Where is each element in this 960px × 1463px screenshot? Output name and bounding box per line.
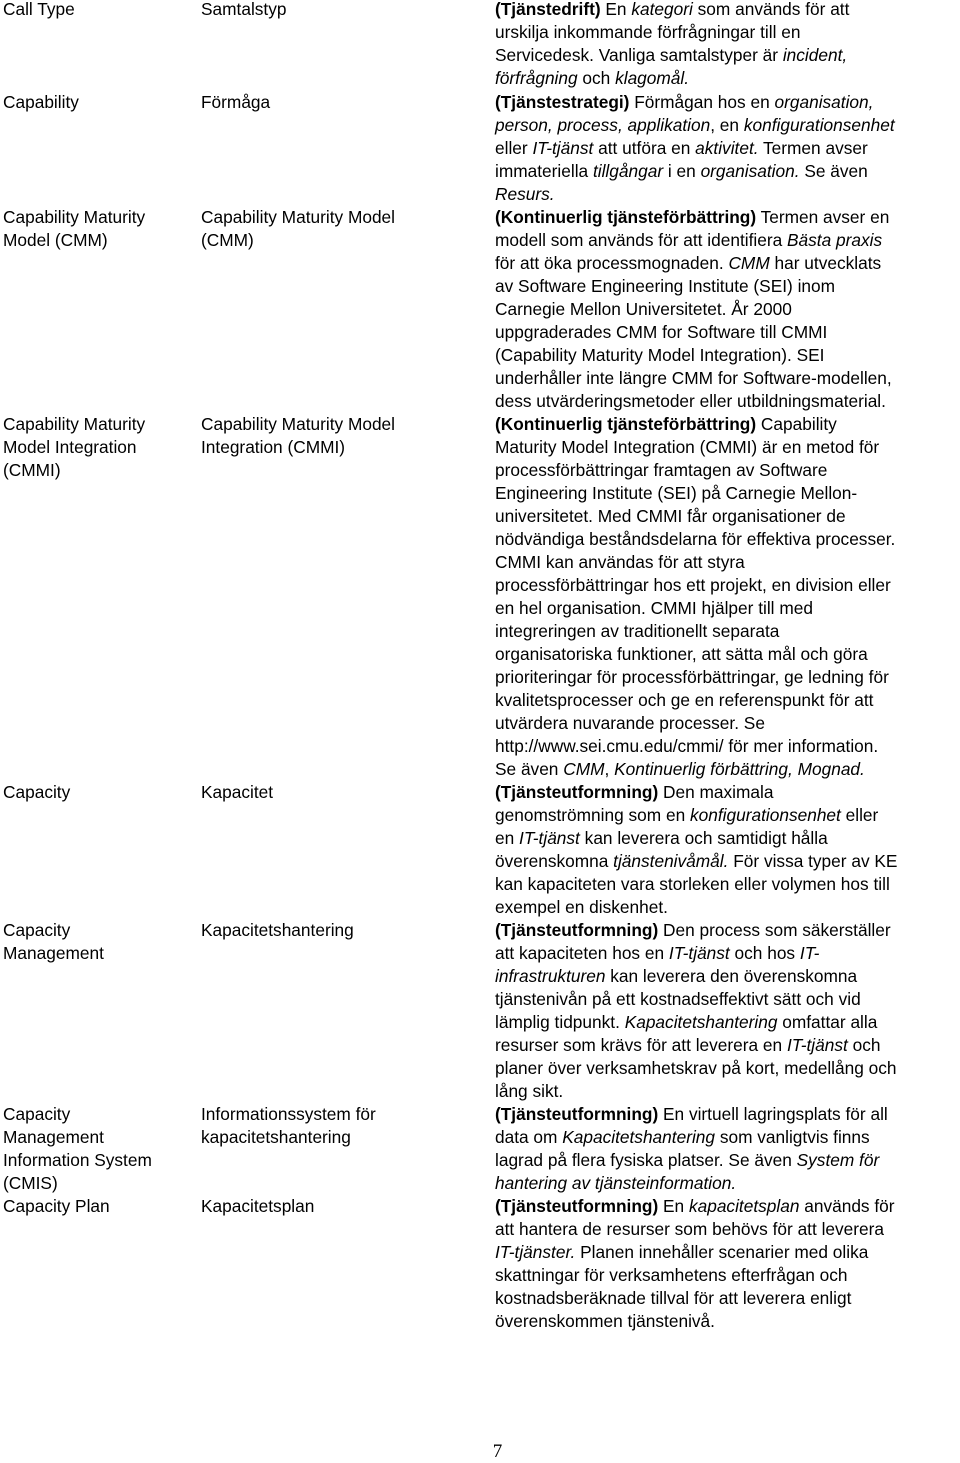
definition-text: lämplig tidpunkt. (495, 1012, 625, 1032)
glossary-term-ref: CMM (728, 253, 770, 273)
definition-line (495, 528, 895, 551)
glossary-term-ref: konfigurationsenhet (743, 115, 895, 135)
definition-text: Den maximala (658, 782, 774, 802)
definition-line (495, 1103, 888, 1126)
process-area-label: (Kontinuerlig tjänsteförbättring) (495, 414, 757, 434)
term-definition (495, 413, 895, 781)
definition-line (495, 367, 892, 390)
definition-line (495, 229, 892, 252)
definition-line (495, 505, 895, 528)
definition-line (495, 827, 897, 850)
glossary-term-ref: incident, (782, 45, 848, 65)
definition-line (495, 390, 892, 413)
term-line: Förmåga (201, 92, 271, 112)
definition-text: kan leverera den överenskomna (605, 966, 858, 986)
term-line: Integration (CMMI) (201, 437, 346, 457)
page-number: 7 (492, 1441, 503, 1462)
definition-text: , en (710, 115, 744, 135)
definition-text: som vanligtvis finns (715, 1127, 870, 1147)
definition-line (495, 44, 849, 67)
definition-line (495, 1057, 897, 1080)
definition-line (495, 597, 895, 620)
definition-text: immateriella (495, 161, 593, 181)
term-definition (495, 1195, 895, 1333)
definition-text: modell som används för att identifiera (495, 230, 788, 250)
term-swedish (201, 781, 273, 804)
definition-line (495, 781, 897, 804)
term-line: Capability Maturity (3, 207, 146, 227)
definition-text: att kapaciteten hos en (495, 943, 669, 963)
glossary-term-ref: hantering av tjänsteinformation. (495, 1173, 737, 1193)
definition-text: organisatoriska funktioner, att sätta mål och göra (495, 644, 868, 664)
term-english (3, 781, 70, 804)
term-line: kapacitetshantering (201, 1127, 351, 1147)
glossary-term-ref: IT-tjänster. (495, 1242, 576, 1262)
term-line: Information System (3, 1150, 152, 1170)
definition-text: att utföra en (593, 138, 696, 158)
glossary-term-ref: tillgångar (592, 161, 664, 181)
term-line: (CMIS) (3, 1173, 58, 1193)
definition-line (495, 275, 892, 298)
definition-text: används för (799, 1196, 895, 1216)
definition-text: Carnegie Mellon Universitetet. År 2000 (495, 299, 792, 319)
glossary-entry (0, 91, 960, 204)
definition-line (495, 298, 892, 321)
term-line: Informationssystem för (201, 1104, 376, 1124)
term-definition (495, 919, 897, 1103)
definition-line (495, 942, 897, 965)
definition-text: underhåller inte längre CMM for Software-modellen, (495, 368, 892, 388)
definition-text: Förmågan hos en (629, 92, 775, 112)
term-english (3, 1195, 110, 1218)
definition-line (495, 21, 849, 44)
definition-text: av Software Engineering Institute (SEI) inom (495, 276, 836, 296)
definition-line (495, 689, 895, 712)
glossary-term-ref: IT- (799, 943, 820, 963)
process-area-label: (Tjänsteutformning) (495, 782, 659, 802)
definition-text: kan leverera och samtidigt hålla (579, 828, 828, 848)
definition-text: uppgraderades CMM for Software till CMMI (495, 322, 828, 342)
term-english (3, 1103, 152, 1195)
definition-text: Planen innehåller scenarier med olika (575, 1242, 869, 1262)
glossary-term-ref: infrastrukturen (495, 966, 606, 986)
glossary-term-ref: organisation. (700, 161, 800, 181)
glossary-entry (0, 1195, 960, 1331)
glossary-term-ref: konfigurationsenhet (690, 805, 841, 825)
definition-text: i en (663, 161, 701, 181)
definition-text: en (495, 828, 520, 848)
definition-text: skattningar för verksamhetens efterfrågan och (495, 1265, 848, 1285)
definition-line (495, 252, 892, 275)
term-line: Capacity Plan (3, 1196, 110, 1216)
term-english (3, 0, 75, 21)
definition-text: Se även (495, 759, 564, 779)
definition-text: överenskomna (495, 851, 614, 871)
definition-text: resurser som krävs för att leverera en (495, 1035, 787, 1055)
term-swedish (201, 413, 395, 459)
definition-text: eller (495, 138, 533, 158)
definition-line (495, 574, 895, 597)
term-english (3, 91, 79, 114)
process-area-label: (Tjänsteutformning) (495, 1104, 659, 1124)
definition-line (495, 160, 895, 183)
definition-line (495, 919, 897, 942)
glossary-term-ref: Kapacitetshantering (624, 1012, 778, 1032)
definition-text: http://www.sei.cmu.edu/cmmi/ för mer information. (495, 736, 879, 756)
definition-line (495, 183, 895, 206)
glossary-term-ref: CMM (563, 759, 605, 779)
term-line: Call Type (3, 0, 75, 19)
definition-text: , (604, 759, 615, 779)
term-definition (495, 1103, 888, 1195)
term-line: Capability (3, 92, 79, 112)
definition-text: data om (495, 1127, 563, 1147)
definition-line (495, 1218, 895, 1241)
definition-text: integreringen av traditionellt separata (495, 621, 780, 641)
definition-line (495, 873, 897, 896)
definition-text: och hos (729, 943, 800, 963)
definition-text: Servicedesk. Vanliga samtalstyper är (495, 45, 783, 65)
term-swedish (201, 206, 395, 252)
glossary-term-ref: organisation, (774, 92, 874, 112)
definition-line (495, 643, 895, 666)
definition-line (495, 413, 895, 436)
definition-text: kostnadsberäknade tillval för att leverera enligt (495, 1288, 852, 1308)
definition-text: Den process som säkerställer (658, 920, 891, 940)
definition-text: utvärdera nuvarande processer. Se (495, 713, 765, 733)
definition-line (495, 459, 895, 482)
glossary-entry (0, 206, 960, 411)
definition-text: planer över verksamhetskrav på kort, medellång och (495, 1058, 897, 1078)
definition-text: Capability (756, 414, 837, 434)
glossary-term-ref: tjänstenivåmål. (613, 851, 729, 871)
definition-text: nödvändiga beståndsdelarna för effektiva processer. (495, 529, 896, 549)
glossary-entry (0, 1103, 960, 1193)
glossary-term-ref: Resurs. (495, 184, 555, 204)
definition-text: processförbättringar framtagen av Software (495, 460, 828, 480)
term-definition (495, 206, 892, 413)
definition-text: Termen avser (758, 138, 868, 158)
definition-line (495, 1264, 895, 1287)
term-line: Kapacitet (201, 782, 274, 802)
term-line: Kapacitetsplan (201, 1196, 315, 1216)
definition-line (495, 988, 897, 1011)
definition-text: en hel organisation. CMMI hjälper till med (495, 598, 813, 618)
definition-line (495, 620, 895, 643)
term-line: Management (3, 1127, 104, 1147)
definition-line (495, 114, 895, 137)
definition-text: Termen avser en (756, 207, 890, 227)
definition-line (495, 1149, 888, 1172)
term-line: Model (CMM) (3, 230, 108, 250)
definition-line (495, 965, 897, 988)
definition-text: omfattar alla (777, 1012, 878, 1032)
glossary-entry (0, 781, 960, 917)
glossary-term-ref: IT-tjänst (786, 1035, 848, 1055)
term-english (3, 206, 145, 252)
glossary-term-ref: klagomål. (615, 68, 690, 88)
definition-text: processförbättringar hos ett projekt, en division eller (495, 575, 891, 595)
term-line: Capacity (3, 782, 71, 802)
definition-text: En virtuell lagringsplats för all (658, 1104, 888, 1124)
glossary-term-ref: IT-tjänst (532, 138, 594, 158)
definition-text: CMMI kan användas för att styra (495, 552, 745, 572)
term-line: Management (3, 943, 104, 963)
term-swedish (201, 1195, 314, 1218)
definition-line (495, 91, 895, 114)
glossary-term-ref: aktivitet. (695, 138, 759, 158)
glossary-term-ref: IT-tjänst (668, 943, 730, 963)
definition-text: prioriteringar för processförbättringar, ge ledning för (495, 667, 889, 687)
definition-text: urskilja inkommande förfrågningar till en (495, 22, 801, 42)
definition-text: Maturity Model Integration (CMMI) är en metod för (495, 437, 880, 457)
term-definition (495, 781, 897, 919)
term-line: Kapacitetshantering (201, 920, 354, 940)
definition-text: och (847, 1035, 881, 1055)
glossary-term-ref: förfrågning (495, 68, 578, 88)
term-swedish (201, 1103, 376, 1149)
definition-line (495, 1034, 897, 1057)
term-definition (495, 0, 849, 90)
term-english (3, 919, 104, 965)
definition-line (495, 804, 897, 827)
glossary-term-ref: kategori (631, 0, 693, 19)
process-area-label: (Tjänstedrift) (495, 0, 601, 19)
definition-line (495, 321, 892, 344)
glossary-entry (0, 413, 960, 779)
definition-line (495, 1080, 897, 1103)
term-line: Samtalstyp (201, 0, 287, 19)
definition-line (495, 0, 849, 21)
glossary-entry (0, 0, 960, 88)
term-line: Capacity (3, 920, 71, 940)
term-line: Capability Maturity Model (201, 207, 396, 227)
definition-text: överenskommen tjänstenivå. (495, 1311, 715, 1331)
term-swedish (201, 919, 354, 942)
glossary-term-ref: Kapacitetshantering (562, 1127, 716, 1147)
definition-text: eller (840, 805, 879, 825)
definition-text: För vissa typer av KE (728, 851, 898, 871)
definition-line (495, 1195, 895, 1218)
definition-text: lagrad på flera fysiska platser. Se även (495, 1150, 797, 1170)
definition-text: dess utvärderingsmetoder eller utbildningsmaterial. (495, 391, 886, 411)
definition-line (495, 1241, 895, 1264)
definition-text: har utvecklats (769, 253, 882, 273)
glossary-term-ref: kapacitetsplan (688, 1196, 800, 1216)
definition-line (495, 551, 895, 574)
definition-line (495, 436, 895, 459)
glossary-term-ref: System för (796, 1150, 880, 1170)
process-area-label: (Tjänsteutformning) (495, 920, 659, 940)
definition-text: kan kapaciteten vara storleken eller volymen hos till (495, 874, 890, 894)
definition-line (495, 735, 895, 758)
term-swedish (201, 91, 270, 114)
definition-text: lång sikt. (495, 1081, 564, 1101)
definition-text: En (600, 0, 632, 19)
definition-text: genomströmning som en (495, 805, 690, 825)
definition-line (495, 850, 897, 873)
definition-text: och (577, 68, 616, 88)
definition-text: universitetet. Med CMMI får organisationer de (495, 506, 846, 526)
definition-line (495, 206, 892, 229)
definition-text: för att öka processmognaden. (495, 253, 729, 273)
definition-line (495, 896, 897, 919)
definition-text: Se även (799, 161, 868, 181)
definition-text: tjänstenivån på ett kostnadseffektivt sätt och vid (495, 989, 861, 1009)
definition-line (495, 482, 895, 505)
definition-line (495, 1310, 895, 1333)
process-area-label: (Tjänstestrategi) (495, 92, 630, 112)
definition-text: En (658, 1196, 689, 1216)
definition-line (495, 1126, 888, 1149)
definition-line (495, 137, 895, 160)
term-line: Capability Maturity Model (201, 414, 396, 434)
glossary-term-ref: IT-tjänst (519, 828, 580, 848)
definition-line (495, 758, 895, 781)
glossary-entry (0, 919, 960, 1101)
process-area-label: (Kontinuerlig tjänsteförbättring) (495, 207, 757, 227)
definition-line (495, 67, 849, 90)
definition-text: exempel en diskenhet. (495, 897, 668, 917)
process-area-label: (Tjänsteutformning) (495, 1196, 659, 1216)
term-english (3, 413, 145, 482)
term-line: Capability Maturity (3, 414, 146, 434)
term-definition (495, 91, 895, 206)
glossary-term-ref: person, process, applikation (495, 115, 711, 135)
term-swedish (201, 0, 286, 21)
glossary-term-ref: Bästa praxis (787, 230, 883, 250)
term-line: Capacity (3, 1104, 71, 1124)
definition-text: som används för att (692, 0, 850, 19)
definition-text: (Capability Maturity Model Integration). SEI (495, 345, 825, 365)
definition-line (495, 1287, 895, 1310)
definition-line (495, 1011, 897, 1034)
term-line: (CMMI) (3, 460, 61, 480)
definition-line (495, 712, 895, 735)
definition-line (495, 344, 892, 367)
term-line: Model Integration (3, 437, 137, 457)
definition-line (495, 666, 895, 689)
definition-text: att hantera de resurser som behövs för att leverera (495, 1219, 885, 1239)
term-line: (CMM) (201, 230, 254, 250)
glossary-term-ref: Kontinuerlig förbättring, Mognad. (614, 759, 865, 779)
definition-line (495, 1172, 888, 1195)
definition-text: Engineering Institute (SEI) på Carnegie Mellon- (495, 483, 858, 503)
definition-text: kvalitetsprocesser och ge en referenspunkt för att (495, 690, 874, 710)
